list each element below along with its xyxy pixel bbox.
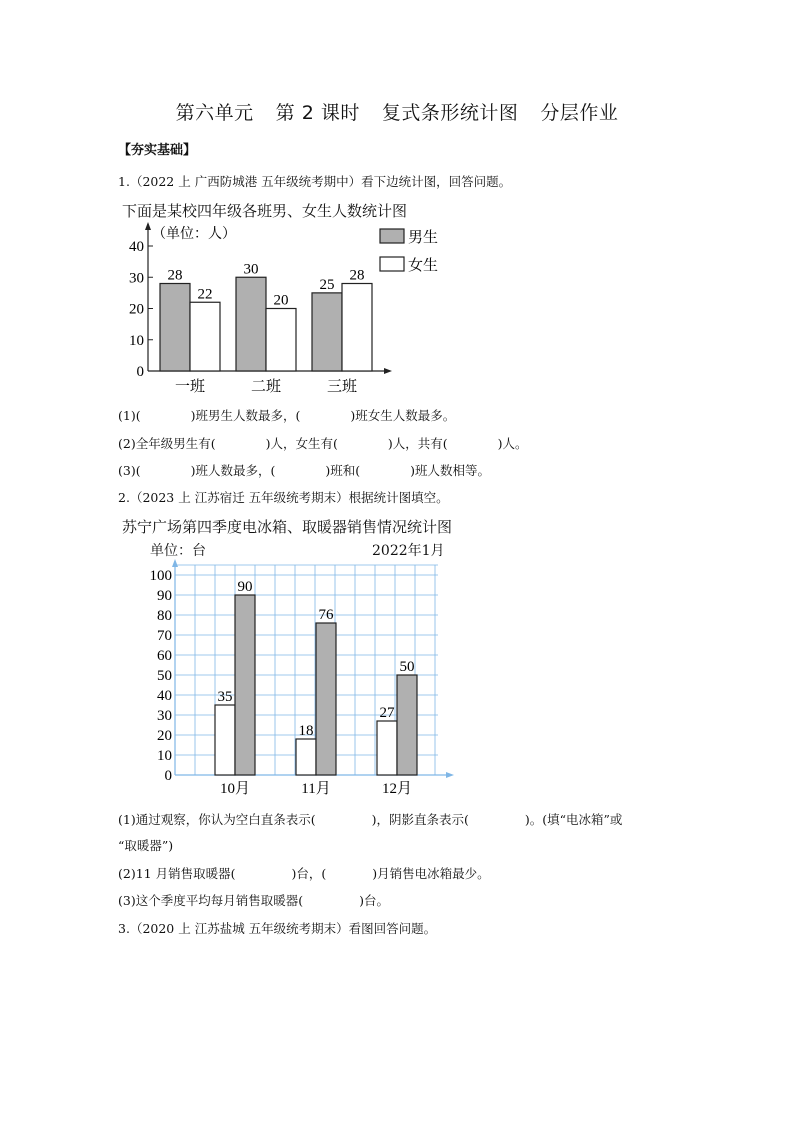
x-category-label: 一班 (174, 379, 206, 395)
y-tick-label: 10 (157, 748, 172, 764)
question-2-part-3: (3)这个季度平均每月销售取暖器( )台。 (118, 893, 389, 908)
question-number: 2. (118, 490, 130, 505)
question-2-header (118, 488, 449, 506)
question-2-part-2: (2)11 月销售取暖器( )台，( )月销售电冰箱最少。 (118, 866, 490, 881)
x-category-label: 10月 (219, 781, 251, 797)
bar-value-label: 22 (197, 286, 213, 303)
bar (296, 739, 316, 775)
question-source: （2022 上 广西防城港 五年级统考期中） (129, 174, 362, 189)
legend-swatch (380, 229, 404, 243)
bar (236, 277, 266, 371)
title-topic: 复式条形统计图 (381, 102, 519, 124)
y-tick-label: 20 (157, 728, 172, 744)
y-tick-label: 50 (157, 668, 172, 684)
question-prompt: 看图回答问题。 (348, 921, 437, 936)
section-label: 【夯实基础】 (118, 143, 197, 158)
bar-value-label: 18 (298, 723, 314, 739)
bar-value-label: 90 (237, 579, 253, 595)
question-1-header (118, 172, 511, 190)
bar-value-label: 27 (379, 705, 395, 721)
y-tick-label: 70 (157, 628, 172, 644)
bar-value-label: 30 (243, 261, 259, 278)
question-2-part-1: (1)通过观察，你认为空白直条表示( )，阴影直条表示( )。(填“电冰箱”或 (118, 812, 623, 827)
bar-value-label: 76 (318, 607, 334, 623)
y-tick-label: 100 (149, 568, 172, 584)
title-type: 分层作业 (540, 102, 619, 124)
x-category-label: 三班 (326, 379, 358, 395)
bar-value-label: 28 (167, 267, 183, 284)
question-source: （2020 上 江苏盐城 五年级统考期末） (129, 921, 349, 936)
bar (377, 721, 397, 775)
bar (312, 293, 342, 371)
x-category-label: 11月 (301, 781, 331, 797)
chart-1-title: 下面是某校四年级各班男、女生人数统计图 (122, 202, 408, 220)
x-axis-arrow (446, 772, 454, 778)
bar-value-label: 20 (273, 292, 289, 309)
question-2-part-1-continued: “取暖器”) (118, 838, 174, 853)
question-source: （2023 上 江苏宿迁 五年级统考期末） (129, 490, 349, 505)
bar (316, 623, 336, 775)
question-prompt: 根据统计图填空。 (348, 490, 449, 505)
bar-value-label: 50 (399, 659, 415, 675)
y-tick-label: 0 (164, 768, 172, 784)
title-lesson: 第 2 课时 (275, 102, 360, 124)
question-1-part-1: (1)( )班男生人数最多，( )班女生人数最多。 (118, 408, 456, 423)
question-number: 1. (118, 174, 130, 189)
bar (266, 309, 296, 372)
legend-swatch (380, 257, 404, 271)
chart-2-unit-label: 单位：台 (150, 543, 206, 559)
title-unit: 第六单元 (175, 102, 254, 124)
legend-label: 男生 (408, 230, 439, 246)
bar-value-label: 35 (217, 689, 233, 705)
chart-2-date-label: 2022年1月 (372, 543, 445, 559)
y-axis-arrow (145, 222, 151, 230)
question-prompt: 看下边统计图，回答问题。 (361, 174, 512, 189)
bar-value-label: 28 (349, 267, 365, 284)
bar-value-label: 25 (319, 276, 335, 293)
y-tick-label: 90 (157, 588, 172, 604)
y-tick-label: 40 (129, 239, 144, 255)
bar (342, 284, 372, 372)
question-3-header (118, 919, 436, 937)
bar (215, 705, 235, 775)
y-tick-label: 60 (157, 648, 172, 664)
y-tick-label: 20 (129, 301, 144, 318)
legend-label: 女生 (408, 258, 439, 274)
page-title (0, 98, 794, 125)
x-axis-arrow (384, 368, 392, 374)
bar (160, 284, 190, 372)
y-tick-label: 30 (157, 708, 172, 724)
question-1-part-2: (2)全年级男生有( )人，女生有( )人，共有( )人。 (118, 436, 528, 451)
y-tick-label: 0 (136, 364, 144, 380)
bar (397, 675, 417, 775)
x-category-label: 二班 (250, 379, 282, 395)
y-tick-label: 40 (157, 688, 172, 704)
question-number: 3. (118, 921, 130, 936)
question-1-part-3: (3)( )班人数最多，( )班和( )班人数相等。 (118, 463, 491, 478)
x-category-label: 12月 (381, 781, 413, 797)
y-tick-label: 30 (129, 270, 144, 287)
bar (190, 302, 220, 371)
y-tick-label: 10 (129, 332, 144, 349)
y-unit-label: （单位：人） (152, 227, 236, 242)
chart-2-title: 苏宁广场第四季度电冰箱、取暖器销售情况统计图 (122, 518, 453, 536)
bar (235, 595, 255, 775)
y-axis-arrow (172, 559, 178, 567)
y-tick-label: 80 (157, 608, 172, 624)
